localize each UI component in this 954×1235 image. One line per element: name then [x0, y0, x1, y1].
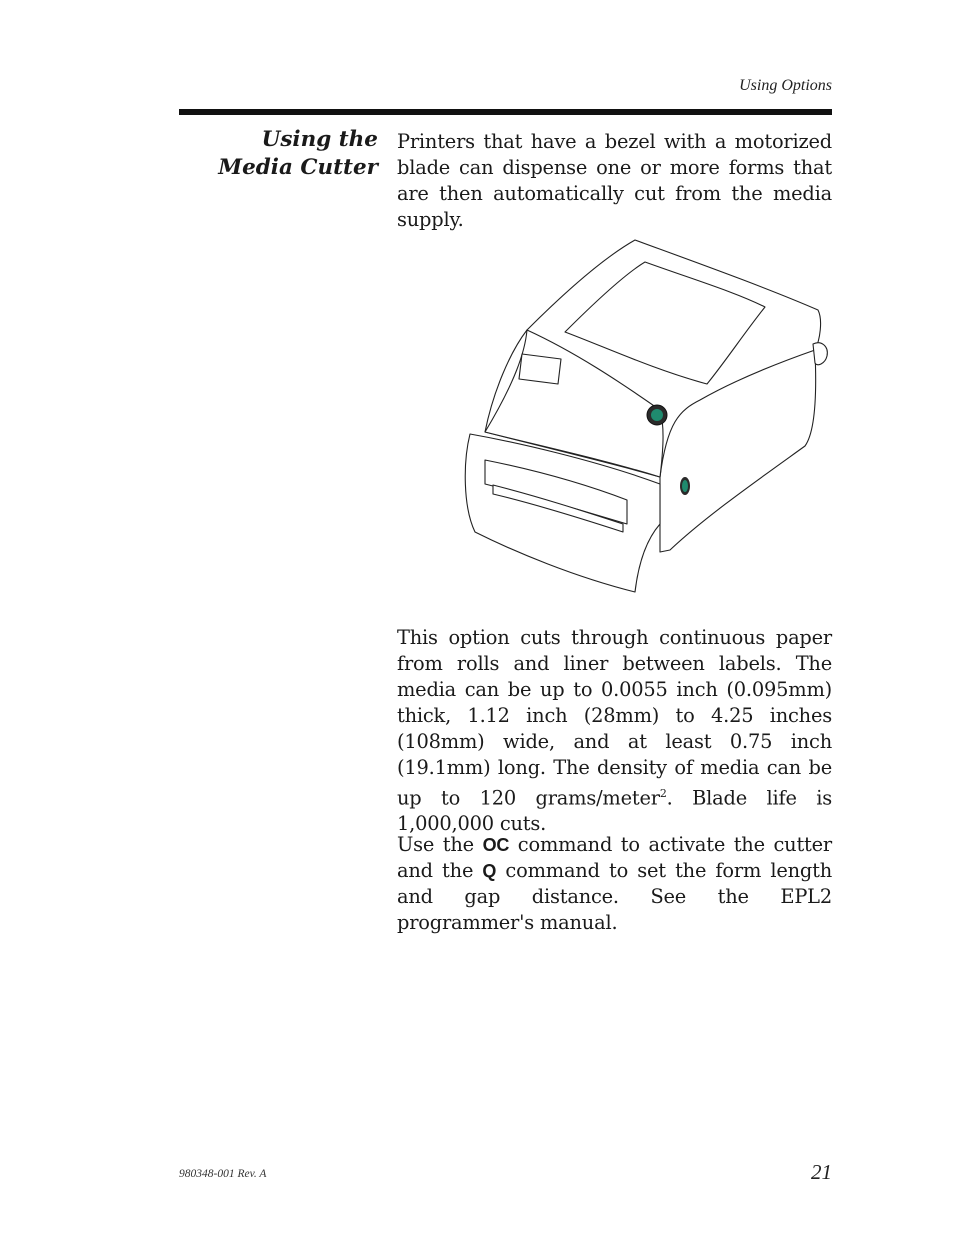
side-knob — [813, 343, 827, 365]
section-heading-line-2: Media Cutter — [218, 155, 378, 180]
document-number: 980348-001 Rev. A — [179, 1168, 267, 1180]
specification-paragraph — [397, 625, 832, 837]
spec-superscript: 2 — [659, 787, 667, 800]
header-rule — [179, 109, 832, 115]
q-command: Q — [482, 861, 497, 881]
usage-text-2: command to activate the cutter and the — [397, 833, 832, 882]
printer-with-cutter-illustration — [455, 232, 835, 598]
usage-text-1: Use the — [397, 833, 483, 856]
oc-command: OC — [482, 835, 510, 855]
printer-label-window — [519, 354, 561, 384]
spec-text: This option cuts through continuous paper from rolls and liner between labels. The media can be up to 0.0055 inch (0.095mm) thick, 1.12 inch (28mm) to 4.25 inches (108mm) wide, and at least 0.75 inch (19.1mm) long. The density of media can be up to 120 grams/meter — [397, 626, 832, 810]
section-heading — [200, 126, 378, 182]
spec-tail: . Blade life is 1,000,000 cuts. — [397, 786, 833, 836]
usage-paragraph — [397, 832, 832, 936]
running-header: Using Options — [739, 77, 832, 94]
page-number: 21 — [811, 1160, 832, 1184]
section-heading-line-1: Using the — [261, 127, 378, 152]
intro-paragraph: Printers that have a bezel with a motorized blade can dispense one or more forms that are then automatically cut from the media supply. — [397, 130, 832, 231]
usage-text-3: command to set the form length and gap distance. See the EPL2 programmer's manual. — [397, 859, 832, 934]
